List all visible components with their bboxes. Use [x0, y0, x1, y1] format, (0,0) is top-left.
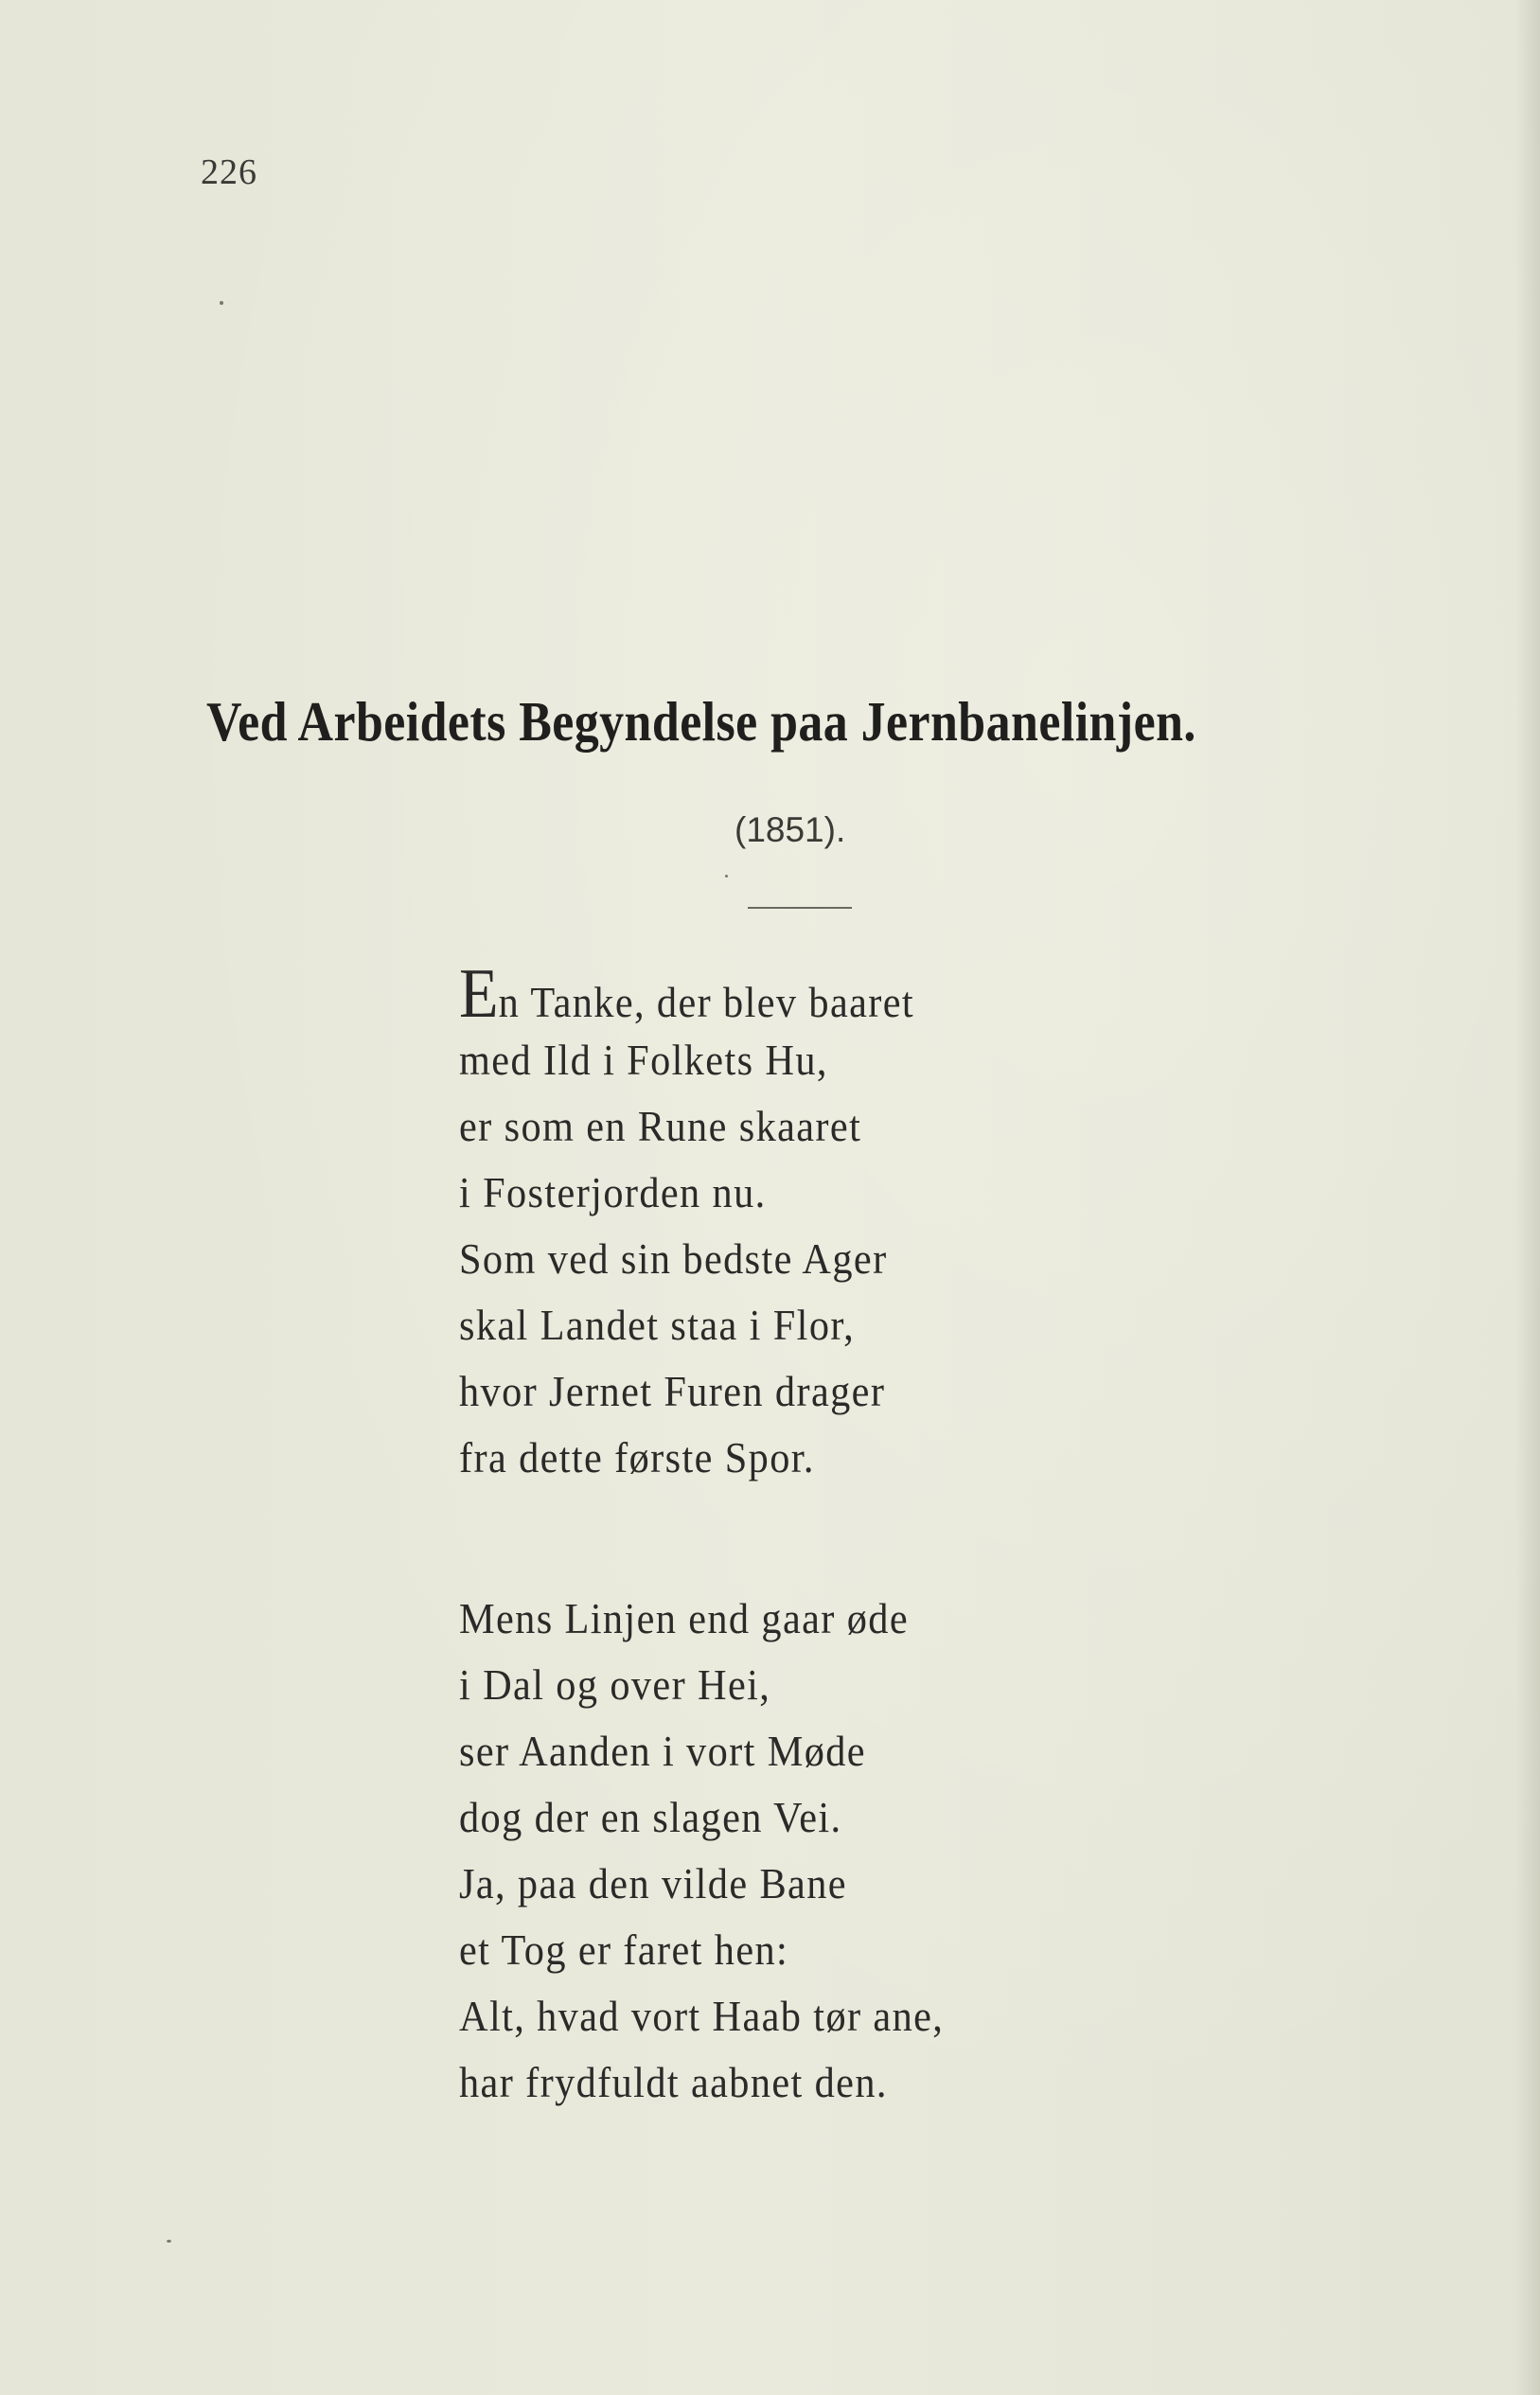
verse-line: Som ved sin bedste Ager	[459, 1234, 888, 1283]
verse-line: er som en Rune skaaret	[459, 1102, 862, 1150]
verse-line: i Fosterjorden nu.	[459, 1168, 767, 1216]
verse-line: hvor Jernet Furen drager	[459, 1367, 886, 1415]
paper-speck	[725, 875, 728, 878]
paper-speck	[167, 2240, 171, 2243]
page-edge-shadow	[1515, 0, 1540, 2395]
verse-line: Mens Linjen end gaar øde	[459, 1594, 909, 1642]
title-divider	[748, 907, 852, 909]
paper-speck	[220, 301, 223, 305]
verse-line: med Ild i Folkets Hu,	[459, 1036, 828, 1084]
verse-line: skal Landet staa i Flor,	[459, 1301, 856, 1349]
first-line-text: n Tanke, der blev baaret	[498, 978, 915, 1026]
verse-line: i Dal og over Hei,	[459, 1660, 771, 1709]
poem-year: (1851).	[735, 810, 846, 849]
verse-line: fra dette første Spor.	[459, 1433, 815, 1481]
page-number: 226	[201, 152, 257, 192]
verse-line	[459, 955, 915, 1033]
verse-line: Alt, hvad vort Haab tør ane,	[459, 1992, 945, 2040]
drop-cap: E	[459, 955, 499, 1033]
verse-line: Ja, paa den vilde Bane	[459, 1859, 847, 1907]
stanza-1	[459, 955, 954, 1491]
verse-line: har frydfuldt aabnet den.	[459, 2058, 888, 2106]
stanza-2	[459, 1586, 986, 2116]
verse-line: ser Aanden i vort Møde	[459, 1727, 866, 1775]
verse-line: dog der en slagen Vei.	[459, 1793, 842, 1841]
verse-line: et Tog er faret hen:	[459, 1925, 789, 1974]
poem-title: Ved Arbeidets Begyndelse paa Jernbanelinjen.	[206, 690, 1196, 753]
